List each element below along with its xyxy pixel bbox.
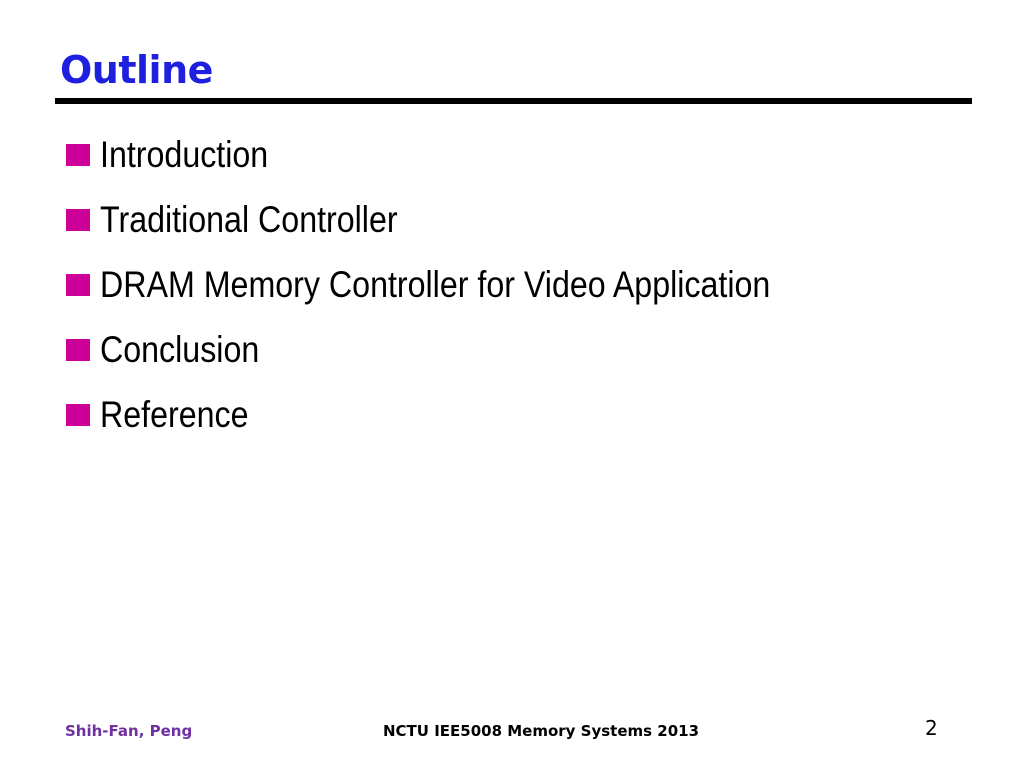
bullet-text: Reference — [100, 393, 249, 435]
square-bullet-icon — [66, 274, 90, 296]
bullet-list — [66, 122, 870, 447]
bullet-item — [66, 252, 870, 317]
square-bullet-icon — [66, 209, 90, 231]
bullet-text: Introduction — [100, 133, 269, 175]
bullet-text: Conclusion — [100, 328, 260, 370]
bullet-text: DRAM Memory Controller for Video Application — [100, 263, 771, 305]
bullet-item — [66, 187, 870, 252]
footer-author: Shih-Fan, Peng — [65, 722, 193, 740]
footer-course: NCTU IEE5008 Memory Systems 2013 — [383, 722, 700, 740]
square-bullet-icon — [66, 144, 90, 166]
bullet-text: Traditional Controller — [100, 198, 398, 240]
bullet-item — [66, 122, 870, 187]
square-bullet-icon — [66, 339, 90, 361]
bullet-item — [66, 317, 870, 382]
slide-title: Outline — [60, 48, 213, 92]
square-bullet-icon — [66, 404, 90, 426]
page-number: 2 — [925, 716, 938, 740]
title-divider — [55, 98, 972, 104]
bullet-item — [66, 382, 870, 447]
